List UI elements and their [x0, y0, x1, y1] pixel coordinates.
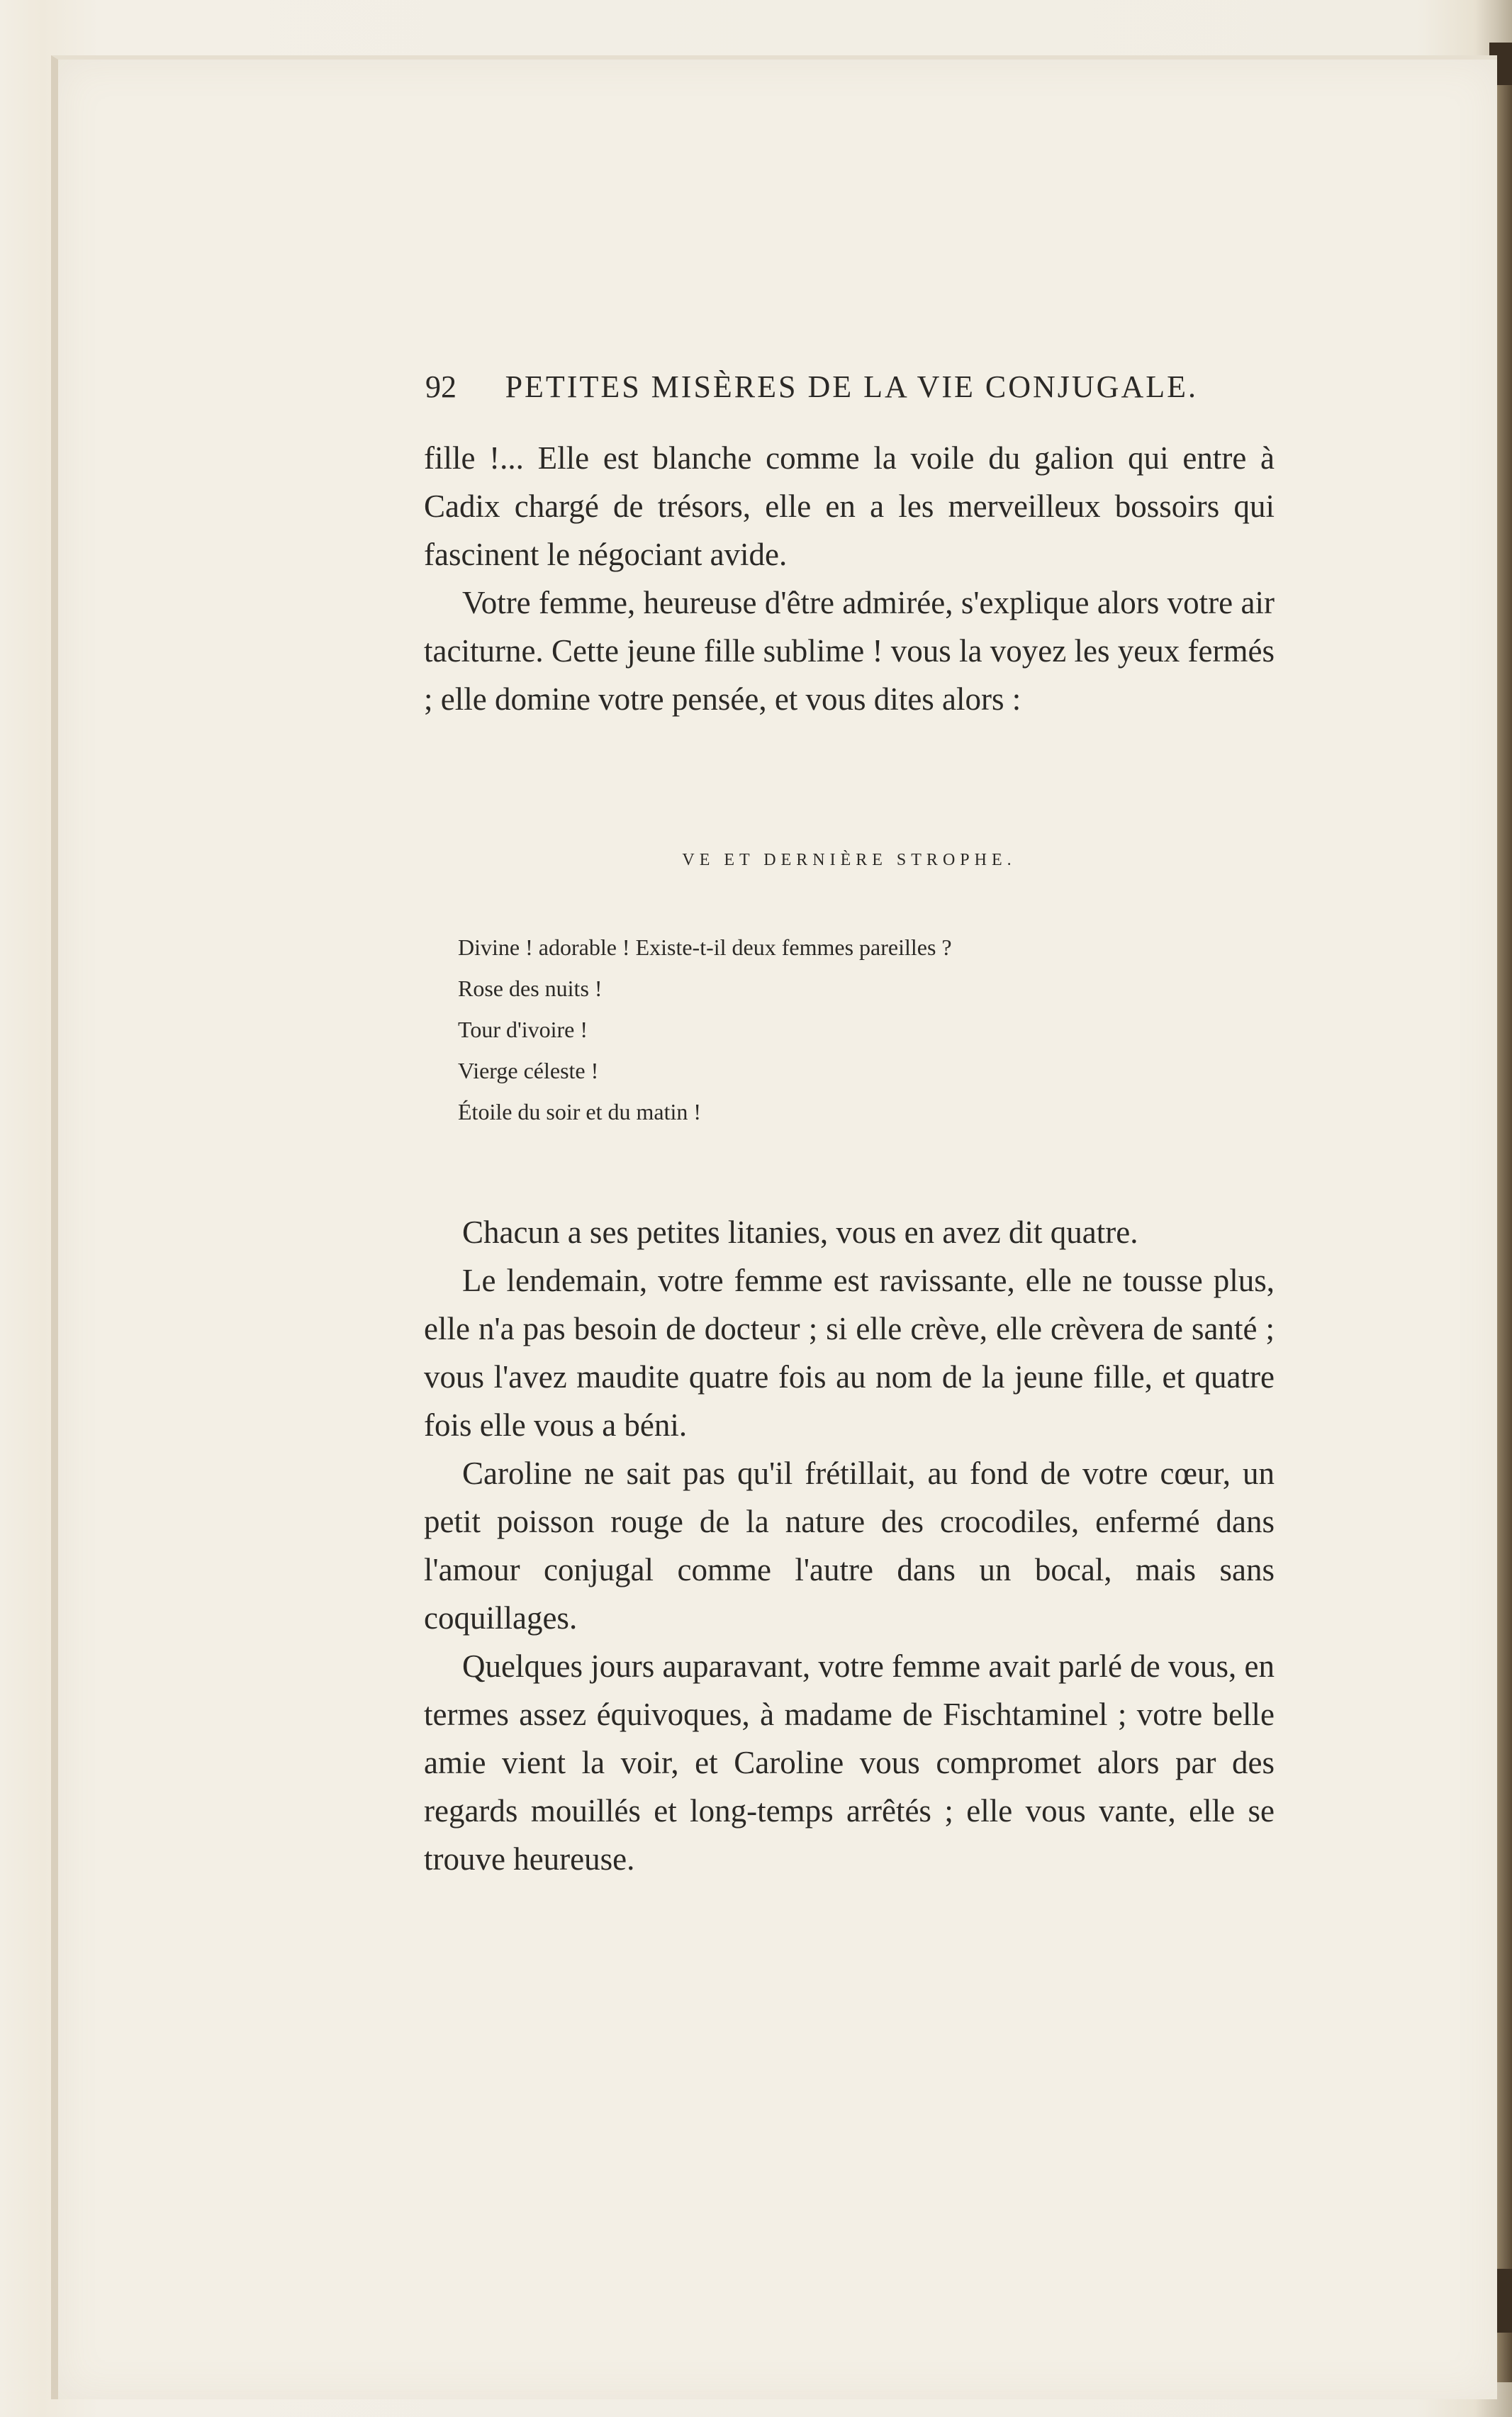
- verse-block: [458, 927, 1238, 1132]
- paragraph: Quelques jours auparavant, votre femme avait parlé de vous, en termes assez équivoques, à madame de Fischtaminel ; votre belle amie vient la voir, et Caroline vous compromet alors par des regards mouillés et long-temps arrêtés ; elle vous vante, elle se trouve heureuse.: [424, 1648, 1275, 1877]
- verse-line: Tour d'ivoire !: [458, 1017, 588, 1042]
- verse-line: Rose des nuits !: [458, 976, 603, 1001]
- bottom-text-block: [424, 1208, 1275, 1883]
- section-title: VE ET DERNIÈRE STROPHE.: [682, 851, 1017, 869]
- page-number: 92: [425, 369, 457, 404]
- verse-line: Vierge céleste !: [458, 1058, 599, 1083]
- running-head: PETITES MISÈRES DE LA VIE CONJUGALE.: [505, 369, 1198, 404]
- paragraph: Chacun a ses petites litanies, vous en avez dit quatre.: [462, 1215, 1138, 1250]
- page-header: [425, 369, 1198, 405]
- paragraph: Caroline ne sait pas qu'il frétillait, au fond de votre cœur, un petit poisson rouge de la nature des crocodiles, enfermé dans l'amour conjugal comme l'autre dans un bocal, mais sans coquillages.: [424, 1456, 1275, 1636]
- paragraph: Le lendemain, votre femme est ravissante, elle ne tousse plus, elle n'a pas besoin de docteur ; si elle crève, elle crèvera de santé ; vous l'avez maudite quatre fois au nom de la jeune fille, et quatre fois elle vous a béni.: [424, 1263, 1275, 1443]
- top-text-block: [424, 434, 1275, 723]
- paragraph-continuation: fille !... Elle est blanche comme la voile du galion qui entre à Cadix chargé de trésors, elle en a les merveilleux bossoirs qui fascinent le négociant avide.: [424, 440, 1275, 572]
- paragraph: Votre femme, heureuse d'être admirée, s'explique alors votre air taciturne. Cette jeune fille sublime ! vous la voyez les yeux fermés ; elle domine votre pensée, et vous dites alors :: [424, 585, 1275, 717]
- verse-line: Étoile du soir et du matin !: [458, 1099, 702, 1124]
- verse-line: Divine ! adorable ! Existe-t-il deux femmes pareilles ?: [458, 934, 952, 960]
